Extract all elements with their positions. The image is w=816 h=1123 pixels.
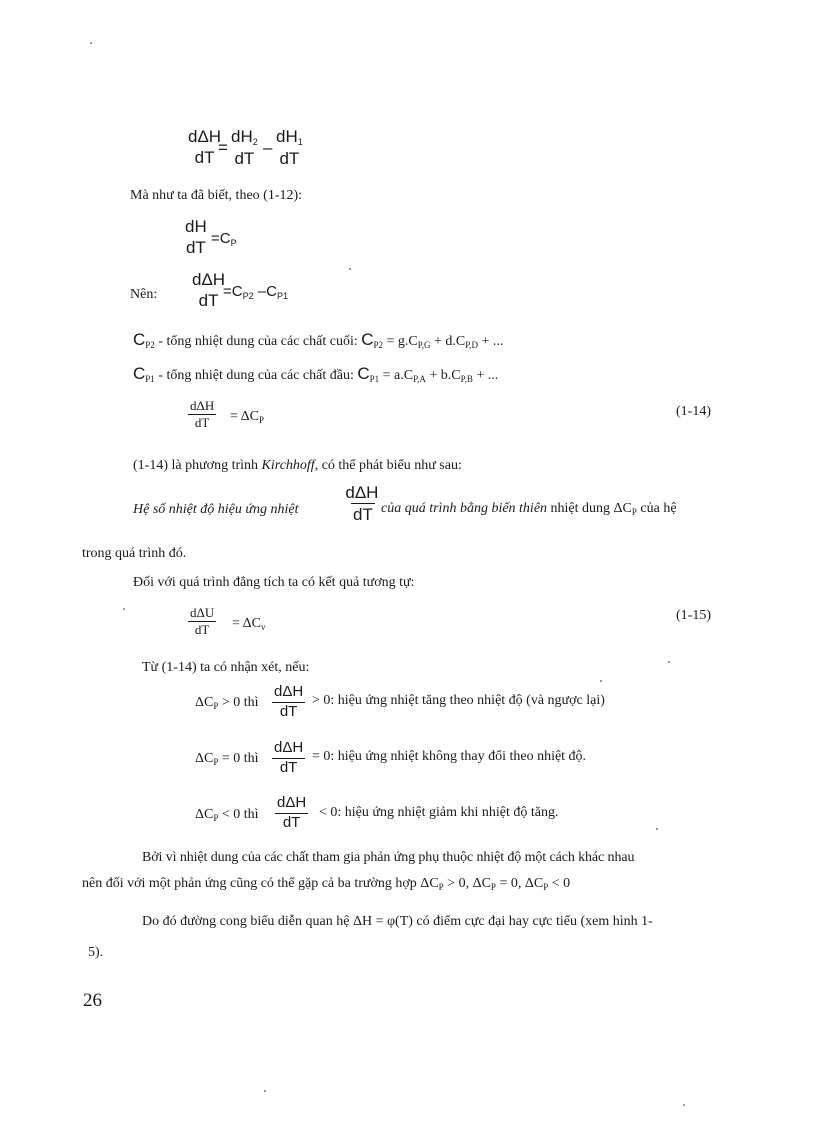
- paragraph-1-line-2: nên đối với một phản ứng cũng có thể gặp cả ba trường hợp $\Delta C_P > 0$, $\Delta C_P = 0$, $\Delta C_P < 0$: [82, 876, 571, 892]
- statement-frac: [341, 484, 383, 524]
- eq1-frac-c: [274, 128, 305, 169]
- eq3-frac: [190, 271, 227, 310]
- nen-label: Nên:: [130, 287, 158, 302]
- remark-line: Từ (1-14) ta có nhận xét, nếu:: [142, 660, 310, 675]
- scan-speck: [349, 268, 351, 270]
- scan-speck: [600, 680, 602, 682]
- statement-rest: của quá trình bằng biến thiên nhiệt dung $\Delta C_P$ của hệ: [381, 501, 677, 517]
- case-negative-lhs: $\Delta C_P < 0$ thì: [195, 807, 259, 823]
- eq1-a-den: dT: [194, 147, 215, 167]
- scan-speck: [264, 1090, 266, 1092]
- isochoric-line: Đối với quá trình đẳng tích ta có kết quả tương tự:: [133, 575, 415, 590]
- eq2-frac: [183, 218, 209, 257]
- eq2-num: dH: [185, 217, 207, 236]
- eq14-frac: [188, 399, 216, 431]
- eq1-a-num: dΔH: [188, 127, 222, 146]
- eq15-num: dΔU: [188, 606, 216, 622]
- eq15-rhs: = $\Delta C_v$: [232, 616, 266, 632]
- eq14-rhs: = $\Delta C_P$: [230, 409, 264, 425]
- eq3-rhs: $=C_{P2}$ $-C_{P1}$: [223, 283, 288, 301]
- eq1-c-num: $dH_1$: [276, 127, 303, 147]
- eq1-equals: =: [218, 138, 228, 157]
- statement-continuation: trong quá trình đó.: [82, 546, 187, 561]
- eq15-label: (1-15): [676, 608, 711, 623]
- cp1-line: $C_{P1}$ - tổng nhiệt dung của các chất đầu: $C_{P1} = a.C_{P,A} + b.C_{P,B}$ + ...: [133, 364, 499, 384]
- case-zero-frac: dΔH dT: [274, 739, 304, 776]
- statement-num: dΔH: [345, 483, 379, 502]
- case-zero-lhs: $\Delta C_P = 0$ thì: [195, 751, 259, 767]
- eq1-b-den: dT: [234, 148, 255, 168]
- kirchhoff-line: (1-14) là phương trình Kirchhoff, có thể phát biểu như sau:: [133, 458, 462, 473]
- scan-speck: [90, 42, 92, 44]
- case-positive-lhs: $\Delta C_P > 0$ thì: [195, 695, 259, 711]
- paragraph-2-line-1: Do đó đường cong biểu diễn quan hệ ΔH = φ(T) có điểm cực đại hay cực tiểu (xem hình 1-: [142, 914, 653, 929]
- scan-speck: [123, 608, 125, 610]
- case-zero-rel: = 0: hiệu ứng nhiệt không thay đổi theo nhiệt độ.: [312, 749, 587, 764]
- case-positive-frac: dΔH dT: [274, 683, 304, 720]
- eq3-num: dΔH: [192, 270, 226, 289]
- case-positive-rel: > 0: hiệu ứng nhiệt tăng theo nhiệt độ (và ngược lại): [312, 693, 605, 708]
- eq1-b-num: $dH_2$: [231, 127, 258, 147]
- scan-speck: [668, 661, 670, 663]
- eq1-frac-b: [229, 128, 260, 169]
- eq2-den: dT: [185, 237, 206, 257]
- paragraph-2-line-2: 5).: [88, 945, 104, 960]
- scan-speck: [683, 1104, 685, 1106]
- eq2-rhs: $=C_P$: [211, 230, 237, 248]
- scan-speck: [656, 828, 658, 830]
- intro-line: Mà như ta đã biết, theo (1-12):: [130, 188, 303, 203]
- paragraph-1-line-1: Bởi vì nhiệt dung của các chất tham gia phản ứng phụ thuộc nhiệt độ một cách khác nhau: [142, 850, 635, 865]
- statement-italic-1: Hệ số nhiệt độ hiệu ứng nhiệt: [133, 502, 299, 517]
- eq3-den: dT: [198, 290, 219, 310]
- eq1-c-den: dT: [279, 148, 300, 168]
- eq1-minus: –: [263, 138, 273, 157]
- eq15-frac: [188, 606, 216, 638]
- case-negative-frac: dΔH dT: [277, 794, 307, 831]
- page-number: 26: [83, 990, 102, 1011]
- statement-den: dT: [353, 504, 373, 524]
- eq15-den: dT: [194, 622, 210, 638]
- eq14-label: (1-14): [676, 404, 711, 419]
- eq14-num: dΔH: [188, 399, 216, 415]
- eq14-den: dT: [194, 415, 210, 431]
- case-negative-rel: < 0: hiệu ứng nhiệt giảm khi nhiệt độ tăng.: [319, 805, 559, 820]
- cp2-line: $C_{P2}$ - tổng nhiệt dung của các chất cuối: $C_{P2} = g.C_{P,G} + d.C_{P,D}$ + ...: [133, 330, 504, 350]
